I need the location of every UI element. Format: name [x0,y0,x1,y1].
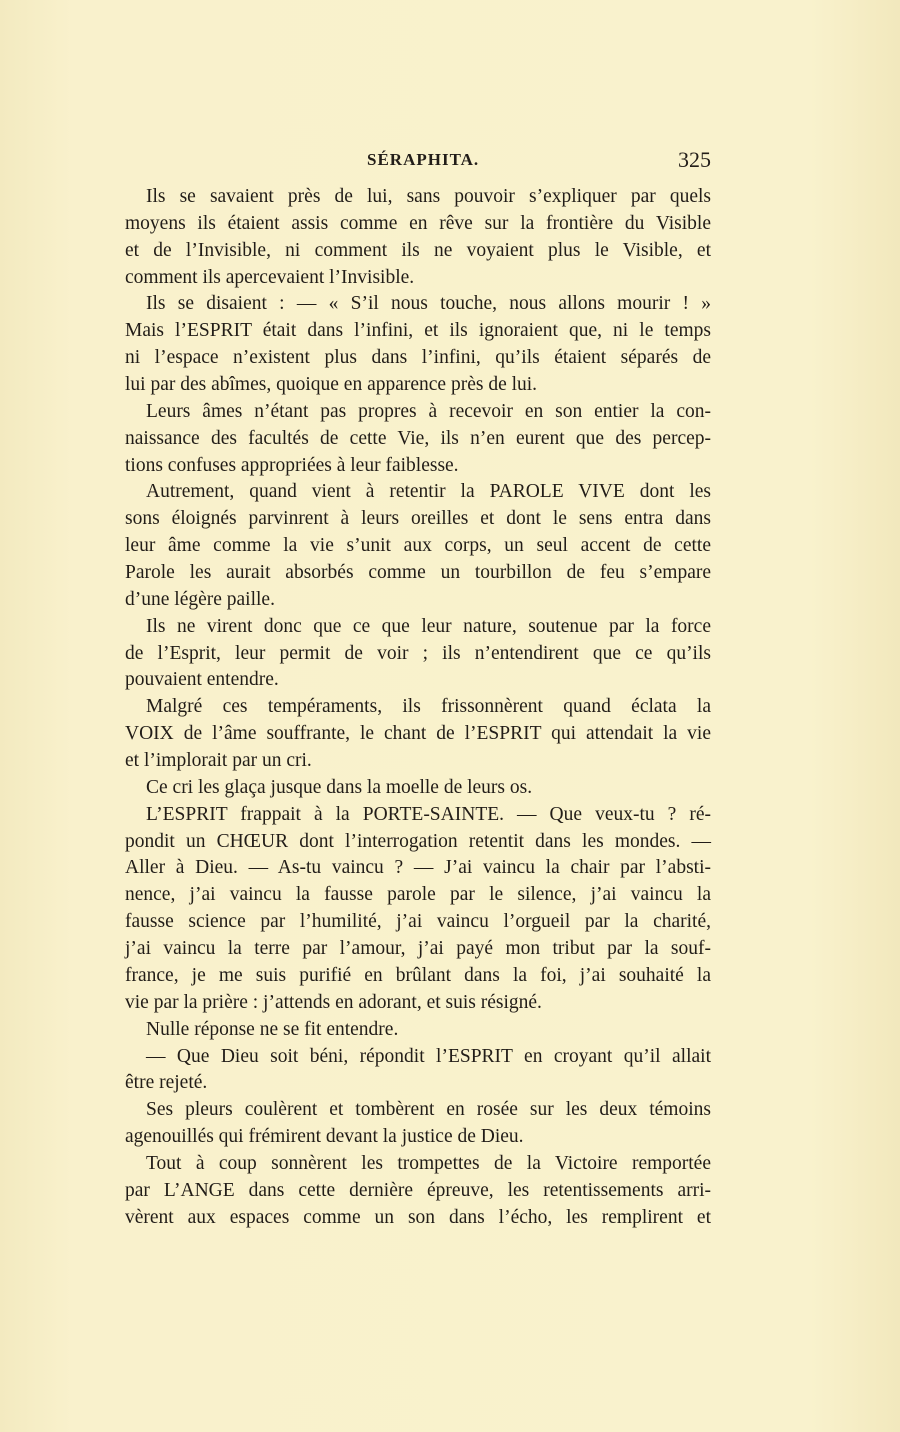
text-line: moyens ils étaient assis comme en rêve sur la frontière du Visible [125,212,711,234]
text-line: agenouillés qui frémirent devant la justice de Dieu. [125,1126,524,1148]
paragraph [125,694,711,775]
text-line: j’ai vaincu la terre par l’amour, j’ai payé mon tribut par la souf- [125,938,711,960]
paragraph [125,1097,711,1151]
paragraph [125,479,711,613]
paragraph [125,802,711,1017]
text-line: ni l’espace n’existent plus dans l’infini, qu’ils étaient séparés de [125,347,711,369]
text-line: Autrement, quand vient à retentir la PAROLE VIVE dont les [146,481,711,503]
text-line: — Que Dieu soit béni, répondit l’ESPRIT en croyant qu’il allait [146,1045,711,1067]
text-line: Nulle réponse ne se fit entendre. [146,1018,399,1040]
text-line: Mais l’ESPRIT était dans l’infini, et ils ignoraient que, ni le temps [125,320,711,342]
text-line: L’ESPRIT frappait à la PORTE-SAINTE. — Que veux-tu ? ré- [146,803,711,825]
body-text [125,184,711,1232]
paragraph [125,775,711,802]
running-title: SÉRAPHITA. [367,150,480,169]
text-line: sons éloignés parvinrent à leurs oreilles et dont le sens entra dans [125,508,711,530]
text-line: naissance des facultés de cette Vie, ils n’en eurent que des percep- [125,427,711,449]
text-line: vie par la prière : j’attends en adorant, et suis résigné. [125,991,542,1013]
page-number: 325 [678,147,711,172]
text-line: et de l’Invisible, ni comment ils ne voyaient plus le Visible, et [125,239,711,261]
paragraph [125,184,711,291]
paragraph [125,399,711,480]
text-line: nence, j’ai vaincu la fausse parole par le silence, j’ai vaincu la [125,884,711,906]
text-line: leur âme comme la vie s’unit aux corps, un seul accent de cette [125,535,711,557]
text-line: de l’Esprit, leur permit de voir ; ils n’entendirent que ce qu’ils [125,642,711,664]
text-line: pouvaient entendre. [125,669,279,691]
text-line: comment ils apercevaient l’Invisible. [125,266,415,288]
paragraph [125,1151,711,1232]
text-line: Ce cri les glaça jusque dans la moelle de leurs os. [146,776,533,798]
text-line: Malgré ces tempéraments, ils frissonnèrent quand éclata la [146,696,711,718]
text-line: Ils se disaient : — « S’il nous touche, nous allons mourir ! » [146,293,711,315]
text-line: VOIX de l’âme souffrante, le chant de l’ESPRIT qui attendait la vie [125,723,711,745]
page-header [125,147,711,178]
text-line: Leurs âmes n’étant pas propres à recevoir en son entier la con- [146,400,711,422]
text-line: vèrent aux espaces comme un son dans l’écho, les remplirent et [125,1206,711,1228]
text-line: être rejeté. [125,1072,208,1094]
text-line: Parole les aurait absorbés comme un tourbillon de feu s’empare [125,562,711,584]
text-line: d’une légère paille. [125,588,275,610]
text-line: Tout à coup sonnèrent les trompettes de la Victoire remportée [146,1152,711,1174]
paragraph [125,1017,711,1044]
text-line: Aller à Dieu. — As-tu vaincu ? — J’ai vaincu la chair par l’absti- [125,857,711,879]
text-line: Ils ne virent donc que ce que leur nature, soutenue par la force [146,615,711,637]
paragraph [125,291,711,398]
text-line: et l’implorait par un cri. [125,750,312,772]
text-line: Ses pleurs coulèrent et tombèrent en rosée sur les deux témoins [146,1099,711,1121]
paragraph [125,1044,711,1098]
text-line: france, je me suis purifié en brûlant dans la foi, j’ai souhaité la [125,964,711,986]
text-line: par L’ANGE dans cette dernière épreuve, les retentissements arri- [125,1179,711,1201]
text-line: lui par des abîmes, quoique en apparence près de lui. [125,374,538,396]
text-line: pondit un CHŒUR dont l’interrogation retentit dans les mondes. — [125,830,711,852]
text-line: tions confuses appropriées à leur faiblesse. [125,454,459,476]
text-line: fausse science par l’humilité, j’ai vaincu l’orgueil par la charité, [125,911,711,933]
text-line: Ils se savaient près de lui, sans pouvoir s’expliquer par quels [146,186,711,207]
paragraph [125,614,711,695]
